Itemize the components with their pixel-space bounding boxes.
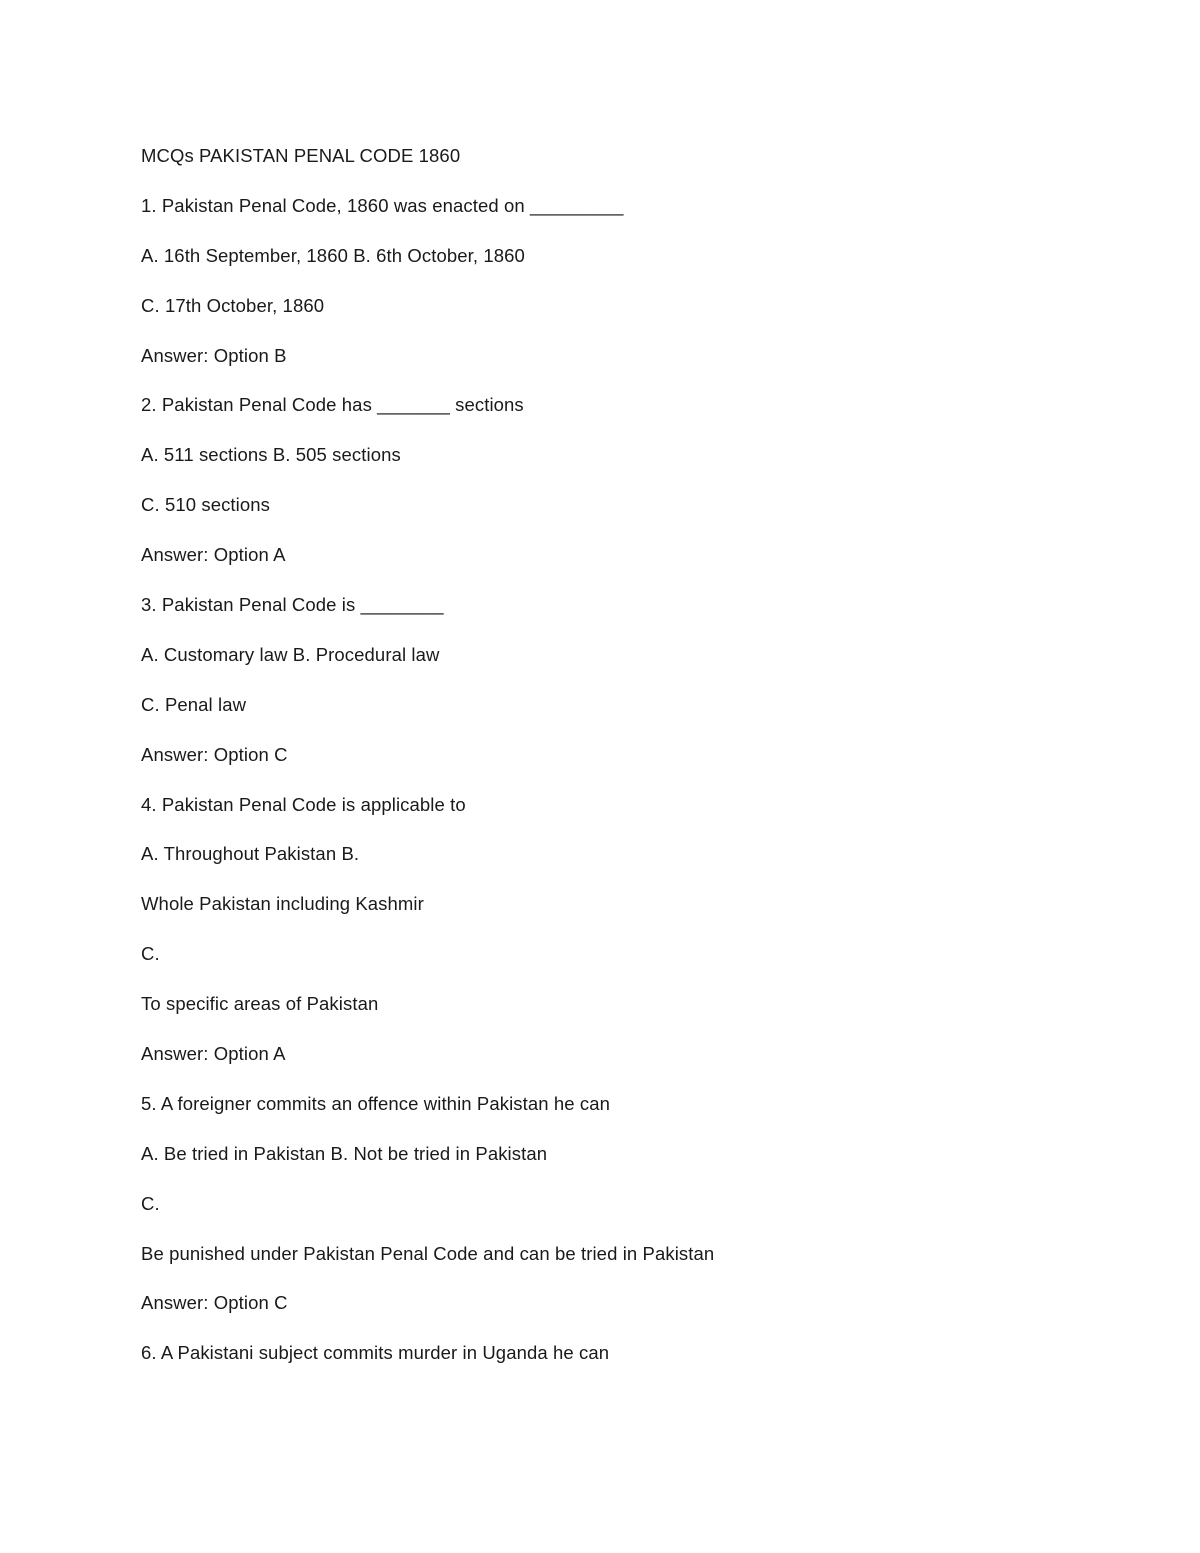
question-5-answer: Answer: Option C xyxy=(141,1292,288,1314)
question-4-option-c-text: To specific areas of Pakistan xyxy=(141,993,379,1015)
question-1: 1. Pakistan Penal Code, 1860 was enacted on _________ xyxy=(141,194,624,216)
question-2-answer: Answer: Option A xyxy=(141,544,286,566)
question-5: 5. A foreigner commits an offence within Pakistan he can xyxy=(141,1092,611,1114)
question-1-options-ab: A. 16th September, 1860 B. 6th October, 1860 xyxy=(141,244,525,266)
question-5-options-ab: A. Be tried in Pakistan B. Not be tried in Pakistan xyxy=(141,1142,548,1164)
question-4-option-c-label: C. xyxy=(141,943,160,965)
question-1-answer: Answer: Option B xyxy=(141,344,287,366)
question-4-option-a-b-label: A. Throughout Pakistan B. xyxy=(141,843,360,865)
question-5-option-c-label: C. xyxy=(141,1192,160,1214)
question-6: 6. A Pakistani subject commits murder in Uganda he can xyxy=(141,1342,610,1364)
question-2-option-c: C. 510 sections xyxy=(141,494,271,516)
question-3-option-c: C. Penal law xyxy=(141,693,247,715)
question-3: 3. Pakistan Penal Code is ________ xyxy=(141,594,444,616)
question-2-options-ab: A. 511 sections B. 505 sections xyxy=(141,444,401,466)
question-3-answer: Answer: Option C xyxy=(141,743,288,765)
question-2: 2. Pakistan Penal Code has _______ sections xyxy=(141,394,524,416)
question-1-option-c: C. 17th October, 1860 xyxy=(141,294,325,316)
question-5-option-c-text: Be punished under Pakistan Penal Code and can be tried in Pakistan xyxy=(141,1242,715,1264)
question-4-option-b-text: Whole Pakistan including Kashmir xyxy=(141,893,424,915)
question-3-options-ab: A. Customary law B. Procedural law xyxy=(141,643,440,665)
document-title: MCQs PAKISTAN PENAL CODE 1860 xyxy=(141,145,461,166)
question-4: 4. Pakistan Penal Code is applicable to xyxy=(141,793,466,815)
question-4-answer: Answer: Option A xyxy=(141,1043,286,1065)
document-body xyxy=(141,143,1101,1390)
